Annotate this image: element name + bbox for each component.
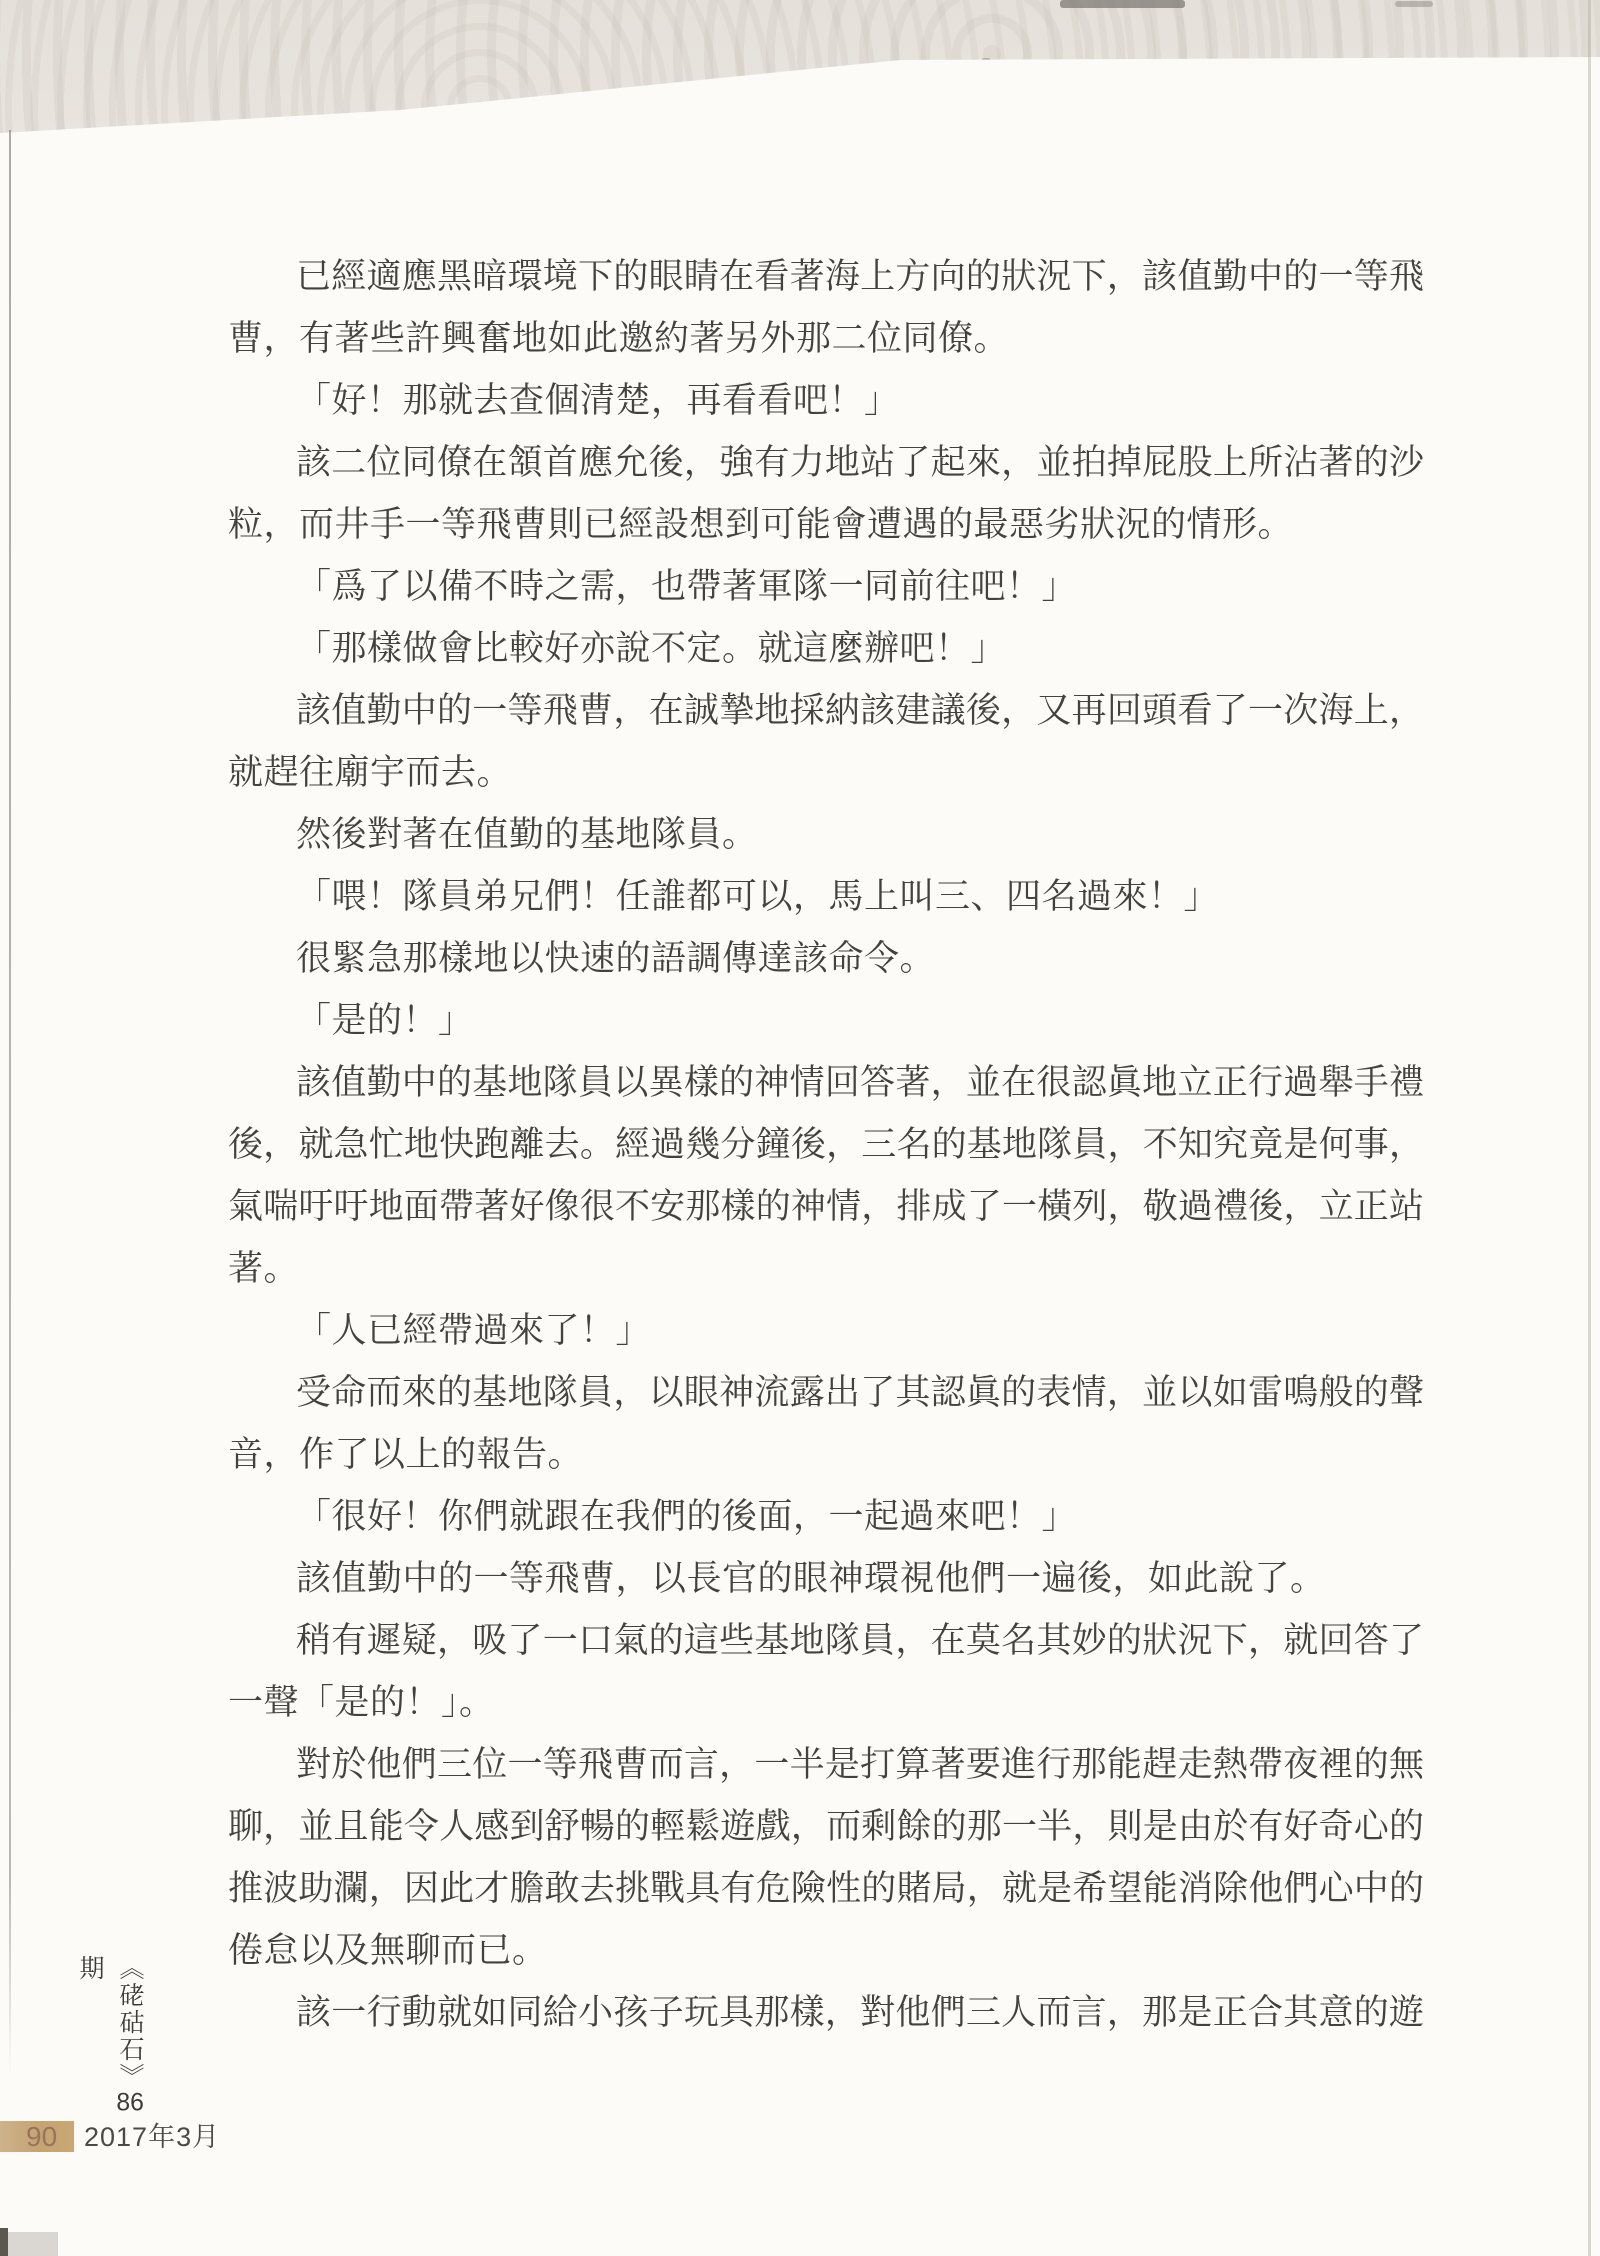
text-line: 聊，並且能令人感到舒暢的輕鬆遊戲，而剩餘的那一半，則是由於有好奇心的	[228, 1807, 1424, 1846]
text-line: 氣喘吁吁地面帶著好像很不安那樣的神情，排成了一橫列，敬過禮後，立正站	[228, 1187, 1424, 1226]
text-line: 「人已經帶過來了！」	[296, 1311, 652, 1350]
text-line: 受命而來的基地隊員，以眼神流露出了其認眞的表情，並以如雷鳴般的聲	[296, 1373, 1424, 1412]
text-line: 稍有遲疑，吸了一口氣的這些基地隊員，在莫名其妙的狀況下，就回答了	[296, 1621, 1424, 1660]
text-line: 「是的！」	[296, 1001, 474, 1040]
scan-speck	[982, 58, 990, 63]
text-line: 很緊急那樣地以快速的語調傳達該命令。	[296, 939, 936, 978]
issue-date: 2017年3月	[84, 2122, 221, 2152]
text-line: 「爲了以備不時之需，也帶著軍隊一同前往吧！」	[296, 567, 1078, 606]
page-number-badge	[0, 2121, 74, 2152]
text-line: 該值勤中的基地隊員以異樣的神情回答著，並在很認眞地立正行過舉手禮	[296, 1063, 1424, 1102]
scan-edge-line-left	[9, 130, 11, 2075]
text-line: 「好！那就去查個清楚，再看看吧！」	[296, 381, 900, 420]
text-line: 就趕往廟宇而去。	[228, 753, 513, 792]
text-line: 倦怠以及無聊而已。	[228, 1931, 548, 1970]
journal-title: 《硓𥑮石》	[116, 1955, 144, 2090]
text-line: 曹，有著些許興奮地如此邀約著另外那二位同僚。	[228, 319, 1010, 358]
text-line: 推波助瀾，因此才膽敢去挑戰具有危險性的賭局，就是希望能消除他們心中的	[228, 1869, 1424, 1908]
text-line: 粒，而井手一等飛曹則已經設想到可能會遭遇的最惡劣狀況的情形。	[228, 505, 1294, 544]
journal-sidebar	[70, 1955, 150, 2125]
text-line: 音，作了以上的報告。	[228, 1435, 584, 1474]
text-line: 「那樣做會比較好亦說不定。就這麼辦吧！」	[296, 629, 1007, 668]
text-line: 「很好！你們就跟在我們的後面，一起過來吧！」	[296, 1497, 1078, 1536]
text-line: 然後對著在值勤的基地隊員。	[296, 815, 758, 854]
text-line: 該值勤中的一等飛曹，以長官的眼神環視他們一遍後，如此說了。	[296, 1559, 1326, 1598]
journal-issue-unit: 期	[76, 1955, 104, 1982]
scan-smudge	[1060, 0, 1185, 8]
text-block	[228, 246, 1424, 2044]
text-line: 後，就急忙地快跑離去。經過幾分鐘後，三名的基地隊員，不知究竟是何事，	[228, 1125, 1424, 1164]
scan-edge-line-right	[1588, 0, 1591, 2256]
scan-top-edge-band	[0, 0, 1600, 180]
text-line: 該值勤中的一等飛曹，在誠摯地採納該建議後，又再回頭看了一次海上，	[296, 691, 1424, 730]
text-line: 該二位同僚在頷首應允後，強有力地站了起來，並拍掉屁股上所沾著的沙	[296, 443, 1424, 482]
text-line: 已經適應黑暗環境下的眼睛在看著海上方向的狀況下，該值勤中的一等飛	[296, 257, 1424, 296]
scan-smudge	[1395, 1, 1433, 7]
text-line: 對於他們三位一等飛曹而言，一半是打算著要進行那能趕走熱帶夜裡的無	[296, 1745, 1424, 1784]
text-line: 一聲「是的！」。	[228, 1683, 495, 1722]
scan-corner-mark	[0, 2228, 8, 2256]
journal-issue-number: 86	[116, 2090, 144, 2115]
text-line: 著。	[228, 1249, 300, 1288]
scan-corner-strip	[8, 2232, 58, 2256]
text-line: 該一行動就如同給小孩子玩具那樣，對他們三人而言，那是正合其意的遊	[296, 1993, 1424, 2032]
page-number: 90	[26, 2121, 58, 2152]
text-line: 「喂！隊員弟兄們！任誰都可以，馬上叫三、四名過來！」	[296, 877, 1220, 916]
